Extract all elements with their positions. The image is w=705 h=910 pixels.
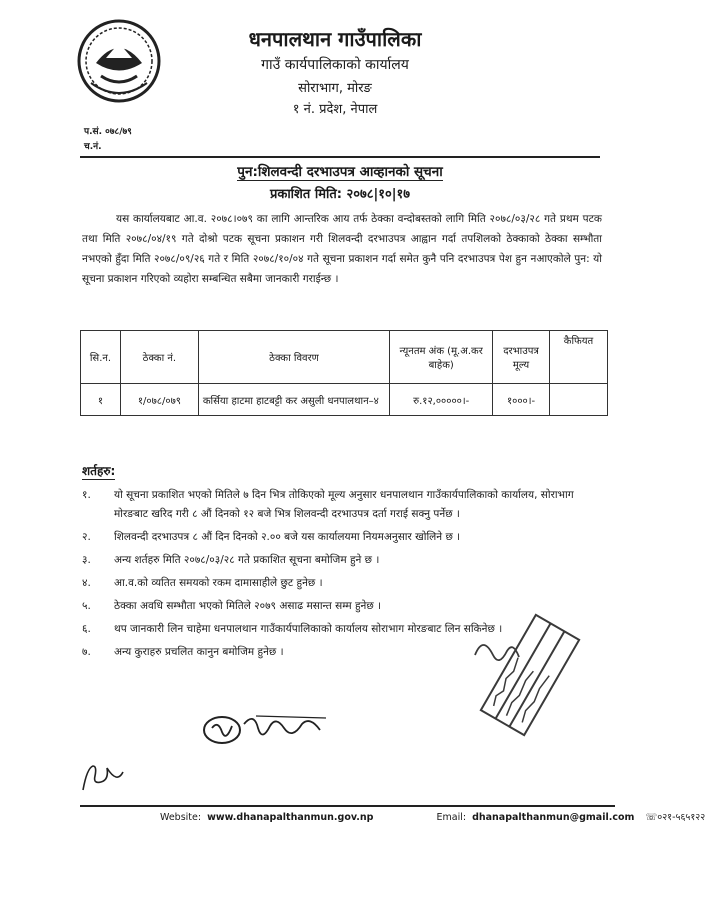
- list-item: ५. ठेक्का अवधि सम्भौता भएको मितिले २०७९ असाढ मसान्त सम्म हुनेछ ।: [82, 600, 382, 612]
- chalani-number: च.नं.: [84, 142, 102, 152]
- footer-divider: [80, 805, 615, 807]
- nepal-government-emblem-icon: [76, 18, 162, 104]
- list-item: ४. आ.व.को व्यतित समयको रकम दामासाहीले छुट हुनेछ ।: [82, 577, 323, 589]
- col-remarks: कैफियत: [550, 331, 608, 384]
- cell-contract-no: १/०७८/०७९: [120, 384, 198, 416]
- office-subtitle: गाउँ कार्यपालिकाको कार्यालय: [261, 57, 409, 73]
- table-header-row: [81, 331, 608, 384]
- signature-icon: [200, 706, 335, 751]
- cell-minimum-amount: रु.१२,०००००।-: [390, 384, 493, 416]
- col-contract-no: ठेक्का नं.: [120, 331, 198, 384]
- col-serial: सि.न.: [81, 331, 121, 384]
- header-divider: [80, 156, 600, 158]
- list-item: २. शिलवन्दी दरभाउपत्र ८ औं दिन दिनको २.०० बजे यस कार्यालयमा नियमअनुसार खोलिने छ ।: [82, 531, 461, 543]
- list-item: ७. अन्य कुराहरु प्रचलित कानुन बमोजिम हुनेछ ।: [82, 646, 284, 658]
- published-date: प्रकाशित मिति: २०७८|१०|१७: [269, 187, 411, 202]
- official-stamp-icon: [455, 615, 605, 735]
- col-contract-details: ठेक्का विवरण: [198, 331, 389, 384]
- patra-sankhya: प.सं. ०७८/७९: [84, 127, 132, 137]
- list-item: ३. अन्य शर्तहरु मिति २०७८/०३/२८ गते प्रकाशित सूचना बमोजिम हुने छ ।: [82, 554, 380, 566]
- notice-title: पुन:शिलवन्दी दरभाउपत्र आव्हानको सूचना: [237, 164, 443, 180]
- initials-icon: [78, 760, 128, 795]
- col-minimum-amount: न्यूनतम अंक (मू.अ.कर बाहेक): [390, 331, 493, 384]
- cell-serial: १: [81, 384, 121, 416]
- phone-number: ०२१-५६५१२२: [657, 812, 705, 823]
- cell-bid-price: १०००।-: [493, 384, 550, 416]
- list-item: ६. थप जानकारी लिन चाहेमा धनपालथान गाउँकार्यपालिकाको कार्यालय सोराभाग मोरङबाट लिन सकिनेछ ।: [82, 623, 503, 635]
- table-row: [81, 384, 608, 416]
- footer: [160, 810, 705, 823]
- email-label: Email:: [436, 812, 467, 823]
- cell-remarks: [550, 384, 608, 416]
- email-link[interactable]: dhanapalthanmun@gmail.com: [472, 812, 635, 823]
- office-name: धनपालथान गाउँपालिका: [248, 27, 422, 51]
- cell-contract-details: कर्सिया हाटमा हाटबट्टी कर असुली धनपालथान–४: [198, 384, 389, 416]
- reference-numbers: [84, 125, 132, 155]
- website-label: Website:: [160, 812, 202, 823]
- notice-body: यस कार्यालयबाट आ.व. २०७८।०७९ का लागि आन्तरिक आय तर्फ ठेक्का वन्दोबस्तको लागि मिति २०७८/०३/२८ गते प्रथम पटक तथा मिति २०७८/०४/१९ गते दोश्रो पटक सूचना प्रकाशन गरी शिलवन्दी दरभाउपत्र आह्वान गर्दा तपशिलको ठेक्काको ठेक्का सम्भौता नभएको हुँदा मिति २०७८/०९/२६ गते र मिति २०७८/१०/०४ गते सूचना प्रकाशन गर्दा समेत कुनै पनि दरभाउपत्र पेश हुन नआएकोले पुन: यो सूचना प्रकाशन गरिएको व्यहोरा सम्बन्धित सबैमा जानकारी गराईन्छ ।: [82, 213, 602, 285]
- phone-icon: ☏: [645, 812, 658, 823]
- terms-heading: शर्तहरु:: [82, 464, 116, 478]
- website-link[interactable]: www.dhanapalthanmun.gov.np: [207, 812, 374, 823]
- office-province: १ नं. प्रदेश, नेपाल: [292, 102, 378, 117]
- col-bid-price: दरभाउपत्र मूल्य: [493, 331, 550, 384]
- office-location: सोराभाग, मोरङ: [298, 81, 372, 96]
- list-item: १. यो सूचना प्रकाशित भएको मितिले ७ दिन भित्र तोकिएको मूल्य अनुसार धनपालथान गाउँकार्यपालिकाको कार्यालय, सोराभाग मोरङबाट खरिद गरी ८ औं दिनको १२ बजे भित्र शिलवन्दी दरभाउपत्र दर्ता गराई सक्नु पर्नेछ ।: [82, 489, 574, 520]
- tender-table: [80, 330, 608, 416]
